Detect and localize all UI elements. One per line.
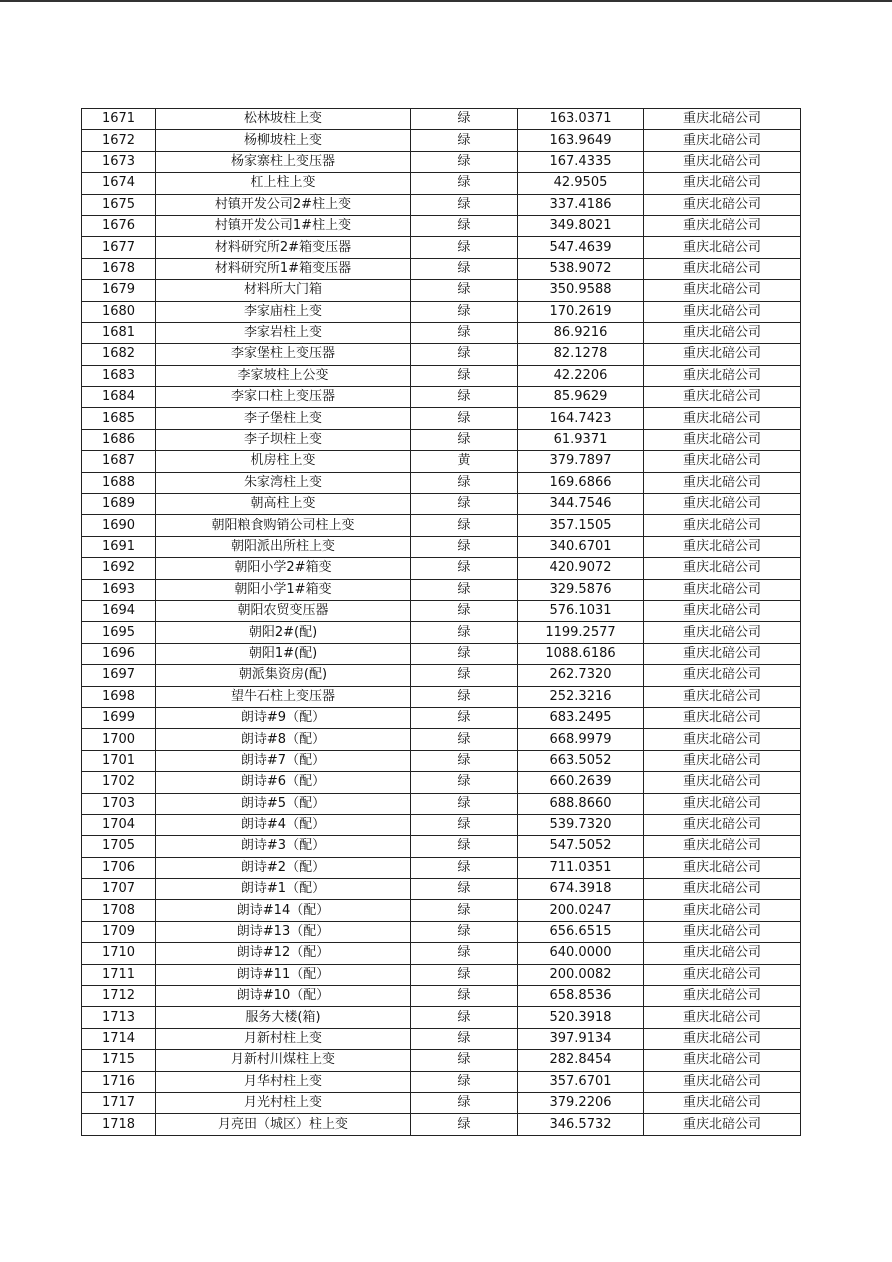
value-cell: 538.9072 (518, 258, 644, 279)
transformer-name-cell: 朗诗#9（配） (156, 707, 411, 728)
row-number-cell: 1672 (82, 130, 156, 151)
row-number-cell: 1695 (82, 622, 156, 643)
table-row (82, 665, 801, 686)
row-number-cell: 1709 (82, 921, 156, 942)
transformer-name-cell: 月新村川煤柱上变 (156, 1050, 411, 1071)
value-cell: 42.9505 (518, 173, 644, 194)
row-number-cell: 1710 (82, 943, 156, 964)
value-cell: 169.6866 (518, 472, 644, 493)
table-row (82, 130, 801, 151)
value-cell: 539.7320 (518, 814, 644, 835)
transformer-name-cell: 朗诗#10（配） (156, 986, 411, 1007)
transformer-name-cell: 月亮田（城区）柱上变 (156, 1114, 411, 1135)
company-cell: 重庆北碚公司 (644, 365, 801, 386)
value-cell: 711.0351 (518, 857, 644, 878)
status-color-cell: 绿 (411, 622, 518, 643)
table-row (82, 109, 801, 130)
row-number-cell: 1698 (82, 686, 156, 707)
transformer-name-cell: 朗诗#6（配） (156, 772, 411, 793)
row-number-cell: 1714 (82, 1028, 156, 1049)
company-cell: 重庆北碚公司 (644, 173, 801, 194)
table-row (82, 301, 801, 322)
row-number-cell: 1705 (82, 836, 156, 857)
value-cell: 357.6701 (518, 1071, 644, 1092)
transformer-name-cell: 月华村柱上变 (156, 1071, 411, 1092)
company-cell: 重庆北碚公司 (644, 943, 801, 964)
row-number-cell: 1679 (82, 280, 156, 301)
status-color-cell: 绿 (411, 1050, 518, 1071)
row-number-cell: 1718 (82, 1114, 156, 1135)
value-cell: 640.0000 (518, 943, 644, 964)
table-row (82, 194, 801, 215)
status-color-cell: 绿 (411, 515, 518, 536)
table-row (82, 1028, 801, 1049)
status-color-cell: 绿 (411, 879, 518, 900)
company-cell: 重庆北碚公司 (644, 1007, 801, 1028)
value-cell: 420.9072 (518, 558, 644, 579)
transformer-name-cell: 李家庙柱上变 (156, 301, 411, 322)
company-cell: 重庆北碚公司 (644, 301, 801, 322)
transformer-name-cell: 朗诗#12（配） (156, 943, 411, 964)
row-number-cell: 1686 (82, 429, 156, 450)
transformer-name-cell: 杠上柱上变 (156, 173, 411, 194)
company-cell: 重庆北碚公司 (644, 900, 801, 921)
value-cell: 520.3918 (518, 1007, 644, 1028)
table-row (82, 964, 801, 985)
row-number-cell: 1692 (82, 558, 156, 579)
transformer-name-cell: 朗诗#11（配） (156, 964, 411, 985)
table-row (82, 579, 801, 600)
company-cell: 重庆北碚公司 (644, 921, 801, 942)
company-cell: 重庆北碚公司 (644, 579, 801, 600)
status-color-cell: 黄 (411, 451, 518, 472)
transformer-name-cell: 李家坡柱上公变 (156, 365, 411, 386)
value-cell: 86.9216 (518, 322, 644, 343)
value-cell: 163.9649 (518, 130, 644, 151)
table-row (82, 429, 801, 450)
value-cell: 1199.2577 (518, 622, 644, 643)
company-cell: 重庆北碚公司 (644, 215, 801, 236)
status-color-cell: 绿 (411, 964, 518, 985)
row-number-cell: 1715 (82, 1050, 156, 1071)
status-color-cell: 绿 (411, 986, 518, 1007)
value-cell: 688.8660 (518, 793, 644, 814)
status-color-cell: 绿 (411, 729, 518, 750)
transformer-name-cell: 朝阳小学1#箱变 (156, 579, 411, 600)
value-cell: 1088.6186 (518, 643, 644, 664)
status-color-cell: 绿 (411, 1114, 518, 1135)
table-row (82, 943, 801, 964)
status-color-cell: 绿 (411, 536, 518, 557)
value-cell: 337.4186 (518, 194, 644, 215)
status-color-cell: 绿 (411, 301, 518, 322)
company-cell: 重庆北碚公司 (644, 750, 801, 771)
status-color-cell: 绿 (411, 643, 518, 664)
transformer-name-cell: 机房柱上变 (156, 451, 411, 472)
row-number-cell: 1680 (82, 301, 156, 322)
company-cell: 重庆北碚公司 (644, 344, 801, 365)
table-row (82, 857, 801, 878)
company-cell: 重庆北碚公司 (644, 429, 801, 450)
row-number-cell: 1682 (82, 344, 156, 365)
company-cell: 重庆北碚公司 (644, 665, 801, 686)
company-cell: 重庆北碚公司 (644, 151, 801, 172)
transformer-name-cell: 李子堡柱上变 (156, 408, 411, 429)
transformer-table (81, 108, 801, 1136)
value-cell: 164.7423 (518, 408, 644, 429)
row-number-cell: 1700 (82, 729, 156, 750)
row-number-cell: 1693 (82, 579, 156, 600)
transformer-name-cell: 村镇开发公司2#柱上变 (156, 194, 411, 215)
value-cell: 346.5732 (518, 1114, 644, 1135)
table-row (82, 215, 801, 236)
table-row (82, 515, 801, 536)
table-row (82, 408, 801, 429)
table-row (82, 237, 801, 258)
row-number-cell: 1703 (82, 793, 156, 814)
company-cell: 重庆北碚公司 (644, 622, 801, 643)
row-number-cell: 1671 (82, 109, 156, 130)
status-color-cell: 绿 (411, 600, 518, 621)
transformer-name-cell: 朗诗#13（配） (156, 921, 411, 942)
page-top-rule (0, 0, 892, 2)
row-number-cell: 1677 (82, 237, 156, 258)
company-cell: 重庆北碚公司 (644, 194, 801, 215)
status-color-cell: 绿 (411, 707, 518, 728)
company-cell: 重庆北碚公司 (644, 515, 801, 536)
row-number-cell: 1674 (82, 173, 156, 194)
row-number-cell: 1691 (82, 536, 156, 557)
status-color-cell: 绿 (411, 280, 518, 301)
company-cell: 重庆北碚公司 (644, 964, 801, 985)
status-color-cell: 绿 (411, 1007, 518, 1028)
row-number-cell: 1688 (82, 472, 156, 493)
status-color-cell: 绿 (411, 194, 518, 215)
transformer-name-cell: 朗诗#5（配） (156, 793, 411, 814)
status-color-cell: 绿 (411, 814, 518, 835)
status-color-cell: 绿 (411, 130, 518, 151)
row-number-cell: 1673 (82, 151, 156, 172)
value-cell: 340.6701 (518, 536, 644, 557)
row-number-cell: 1685 (82, 408, 156, 429)
transformer-name-cell: 望牛石柱上变压器 (156, 686, 411, 707)
table-row (82, 1114, 801, 1135)
value-cell: 379.7897 (518, 451, 644, 472)
table-row (82, 643, 801, 664)
transformer-name-cell: 李家口柱上变压器 (156, 387, 411, 408)
company-cell: 重庆北碚公司 (644, 408, 801, 429)
table-row (82, 472, 801, 493)
value-cell: 656.6515 (518, 921, 644, 942)
transformer-name-cell: 朗诗#4（配） (156, 814, 411, 835)
value-cell: 163.0371 (518, 109, 644, 130)
row-number-cell: 1676 (82, 215, 156, 236)
table-row (82, 1071, 801, 1092)
status-color-cell: 绿 (411, 1071, 518, 1092)
transformer-name-cell: 村镇开发公司1#柱上变 (156, 215, 411, 236)
value-cell: 170.2619 (518, 301, 644, 322)
table-row (82, 793, 801, 814)
row-number-cell: 1712 (82, 986, 156, 1007)
transformer-name-cell: 朝阳1#(配) (156, 643, 411, 664)
status-color-cell: 绿 (411, 494, 518, 515)
transformer-name-cell: 朗诗#1（配） (156, 879, 411, 900)
status-color-cell: 绿 (411, 921, 518, 942)
row-number-cell: 1706 (82, 857, 156, 878)
table-row (82, 772, 801, 793)
company-cell: 重庆北碚公司 (644, 1114, 801, 1135)
transformer-name-cell: 朝阳2#(配) (156, 622, 411, 643)
company-cell: 重庆北碚公司 (644, 1050, 801, 1071)
company-cell: 重庆北碚公司 (644, 1071, 801, 1092)
table-row (82, 622, 801, 643)
transformer-name-cell: 松林坡柱上变 (156, 109, 411, 130)
company-cell: 重庆北碚公司 (644, 109, 801, 130)
transformer-name-cell: 李家岩柱上变 (156, 322, 411, 343)
status-color-cell: 绿 (411, 429, 518, 450)
value-cell: 344.7546 (518, 494, 644, 515)
table-row (82, 986, 801, 1007)
table-row (82, 707, 801, 728)
table-row (82, 173, 801, 194)
transformer-name-cell: 朝阳小学2#箱变 (156, 558, 411, 579)
table-row (82, 900, 801, 921)
status-color-cell: 绿 (411, 665, 518, 686)
transformer-name-cell: 月光村柱上变 (156, 1092, 411, 1113)
value-cell: 85.9629 (518, 387, 644, 408)
transformer-name-cell: 朗诗#7（配） (156, 750, 411, 771)
company-cell: 重庆北碚公司 (644, 879, 801, 900)
row-number-cell: 1678 (82, 258, 156, 279)
transformer-name-cell: 材料研究所1#箱变压器 (156, 258, 411, 279)
company-cell: 重庆北碚公司 (644, 793, 801, 814)
status-color-cell: 绿 (411, 258, 518, 279)
table-row (82, 322, 801, 343)
value-cell: 200.0247 (518, 900, 644, 921)
status-color-cell: 绿 (411, 793, 518, 814)
row-number-cell: 1687 (82, 451, 156, 472)
table-row (82, 558, 801, 579)
value-cell: 350.9588 (518, 280, 644, 301)
status-color-cell: 绿 (411, 579, 518, 600)
value-cell: 82.1278 (518, 344, 644, 365)
status-color-cell: 绿 (411, 1092, 518, 1113)
table-row (82, 1050, 801, 1071)
row-number-cell: 1696 (82, 643, 156, 664)
table-row (82, 365, 801, 386)
value-cell: 379.2206 (518, 1092, 644, 1113)
table-row (82, 729, 801, 750)
row-number-cell: 1707 (82, 879, 156, 900)
transformer-name-cell: 服务大楼(箱) (156, 1007, 411, 1028)
value-cell: 282.8454 (518, 1050, 644, 1071)
value-cell: 61.9371 (518, 429, 644, 450)
company-cell: 重庆北碚公司 (644, 387, 801, 408)
transformer-name-cell: 朝阳农贸变压器 (156, 600, 411, 621)
value-cell: 660.2639 (518, 772, 644, 793)
transformer-name-cell: 朝阳粮食购销公司柱上变 (156, 515, 411, 536)
company-cell: 重庆北碚公司 (644, 494, 801, 515)
value-cell: 349.8021 (518, 215, 644, 236)
table-row (82, 879, 801, 900)
company-cell: 重庆北碚公司 (644, 707, 801, 728)
status-color-cell: 绿 (411, 344, 518, 365)
company-cell: 重庆北碚公司 (644, 729, 801, 750)
status-color-cell: 绿 (411, 365, 518, 386)
company-cell: 重庆北碚公司 (644, 857, 801, 878)
table-row (82, 686, 801, 707)
company-cell: 重庆北碚公司 (644, 280, 801, 301)
row-number-cell: 1681 (82, 322, 156, 343)
row-number-cell: 1697 (82, 665, 156, 686)
company-cell: 重庆北碚公司 (644, 986, 801, 1007)
table-row (82, 600, 801, 621)
transformer-name-cell: 材料研究所2#箱变压器 (156, 237, 411, 258)
value-cell: 200.0082 (518, 964, 644, 985)
row-number-cell: 1690 (82, 515, 156, 536)
table-body (82, 109, 801, 1136)
status-color-cell: 绿 (411, 686, 518, 707)
transformer-name-cell: 朝派集资房(配) (156, 665, 411, 686)
value-cell: 674.3918 (518, 879, 644, 900)
value-cell: 252.3216 (518, 686, 644, 707)
row-number-cell: 1716 (82, 1071, 156, 1092)
company-cell: 重庆北碚公司 (644, 772, 801, 793)
company-cell: 重庆北碚公司 (644, 558, 801, 579)
transformer-name-cell: 材料所大门箱 (156, 280, 411, 301)
transformer-name-cell: 月新村柱上变 (156, 1028, 411, 1049)
row-number-cell: 1701 (82, 750, 156, 771)
table-row (82, 151, 801, 172)
status-color-cell: 绿 (411, 750, 518, 771)
value-cell: 658.8536 (518, 986, 644, 1007)
table-row (82, 814, 801, 835)
company-cell: 重庆北碚公司 (644, 130, 801, 151)
transformer-name-cell: 朱家湾柱上变 (156, 472, 411, 493)
row-number-cell: 1717 (82, 1092, 156, 1113)
row-number-cell: 1694 (82, 600, 156, 621)
transformer-name-cell: 李子坝柱上变 (156, 429, 411, 450)
table-row (82, 494, 801, 515)
status-color-cell: 绿 (411, 215, 518, 236)
table-row (82, 1007, 801, 1028)
transformer-name-cell: 杨家寨柱上变压器 (156, 151, 411, 172)
status-color-cell: 绿 (411, 151, 518, 172)
status-color-cell: 绿 (411, 472, 518, 493)
value-cell: 262.7320 (518, 665, 644, 686)
value-cell: 576.1031 (518, 600, 644, 621)
company-cell: 重庆北碚公司 (644, 472, 801, 493)
company-cell: 重庆北碚公司 (644, 536, 801, 557)
status-color-cell: 绿 (411, 387, 518, 408)
row-number-cell: 1708 (82, 900, 156, 921)
status-color-cell: 绿 (411, 237, 518, 258)
row-number-cell: 1699 (82, 707, 156, 728)
row-number-cell: 1702 (82, 772, 156, 793)
company-cell: 重庆北碚公司 (644, 686, 801, 707)
company-cell: 重庆北碚公司 (644, 451, 801, 472)
transformer-name-cell: 朗诗#8（配） (156, 729, 411, 750)
company-cell: 重庆北碚公司 (644, 322, 801, 343)
row-number-cell: 1704 (82, 814, 156, 835)
value-cell: 397.9134 (518, 1028, 644, 1049)
table-row (82, 536, 801, 557)
table-row (82, 387, 801, 408)
status-color-cell: 绿 (411, 408, 518, 429)
transformer-name-cell: 朗诗#14（配） (156, 900, 411, 921)
table-row (82, 921, 801, 942)
company-cell: 重庆北碚公司 (644, 237, 801, 258)
company-cell: 重庆北碚公司 (644, 643, 801, 664)
status-color-cell: 绿 (411, 558, 518, 579)
company-cell: 重庆北碚公司 (644, 600, 801, 621)
transformer-name-cell: 朗诗#3（配） (156, 836, 411, 857)
table-row (82, 344, 801, 365)
transformer-name-cell: 朝高柱上变 (156, 494, 411, 515)
company-cell: 重庆北碚公司 (644, 258, 801, 279)
status-color-cell: 绿 (411, 943, 518, 964)
company-cell: 重庆北碚公司 (644, 814, 801, 835)
value-cell: 668.9979 (518, 729, 644, 750)
transformer-name-cell: 杨柳坡柱上变 (156, 130, 411, 151)
value-cell: 167.4335 (518, 151, 644, 172)
table-row (82, 258, 801, 279)
value-cell: 683.2495 (518, 707, 644, 728)
value-cell: 547.5052 (518, 836, 644, 857)
row-number-cell: 1675 (82, 194, 156, 215)
transformer-name-cell: 李家堡柱上变压器 (156, 344, 411, 365)
status-color-cell: 绿 (411, 836, 518, 857)
status-color-cell: 绿 (411, 857, 518, 878)
status-color-cell: 绿 (411, 173, 518, 194)
value-cell: 357.1505 (518, 515, 644, 536)
table-row (82, 1092, 801, 1113)
table-row (82, 836, 801, 857)
value-cell: 547.4639 (518, 237, 644, 258)
company-cell: 重庆北碚公司 (644, 836, 801, 857)
company-cell: 重庆北碚公司 (644, 1028, 801, 1049)
status-color-cell: 绿 (411, 772, 518, 793)
status-color-cell: 绿 (411, 900, 518, 921)
table-row (82, 280, 801, 301)
transformer-name-cell: 朗诗#2（配） (156, 857, 411, 878)
value-cell: 42.2206 (518, 365, 644, 386)
value-cell: 329.5876 (518, 579, 644, 600)
table-row (82, 750, 801, 771)
value-cell: 663.5052 (518, 750, 644, 771)
status-color-cell: 绿 (411, 322, 518, 343)
table-row (82, 451, 801, 472)
company-cell: 重庆北碚公司 (644, 1092, 801, 1113)
row-number-cell: 1684 (82, 387, 156, 408)
status-color-cell: 绿 (411, 109, 518, 130)
row-number-cell: 1713 (82, 1007, 156, 1028)
transformer-name-cell: 朝阳派出所柱上变 (156, 536, 411, 557)
status-color-cell: 绿 (411, 1028, 518, 1049)
row-number-cell: 1683 (82, 365, 156, 386)
row-number-cell: 1689 (82, 494, 156, 515)
row-number-cell: 1711 (82, 964, 156, 985)
